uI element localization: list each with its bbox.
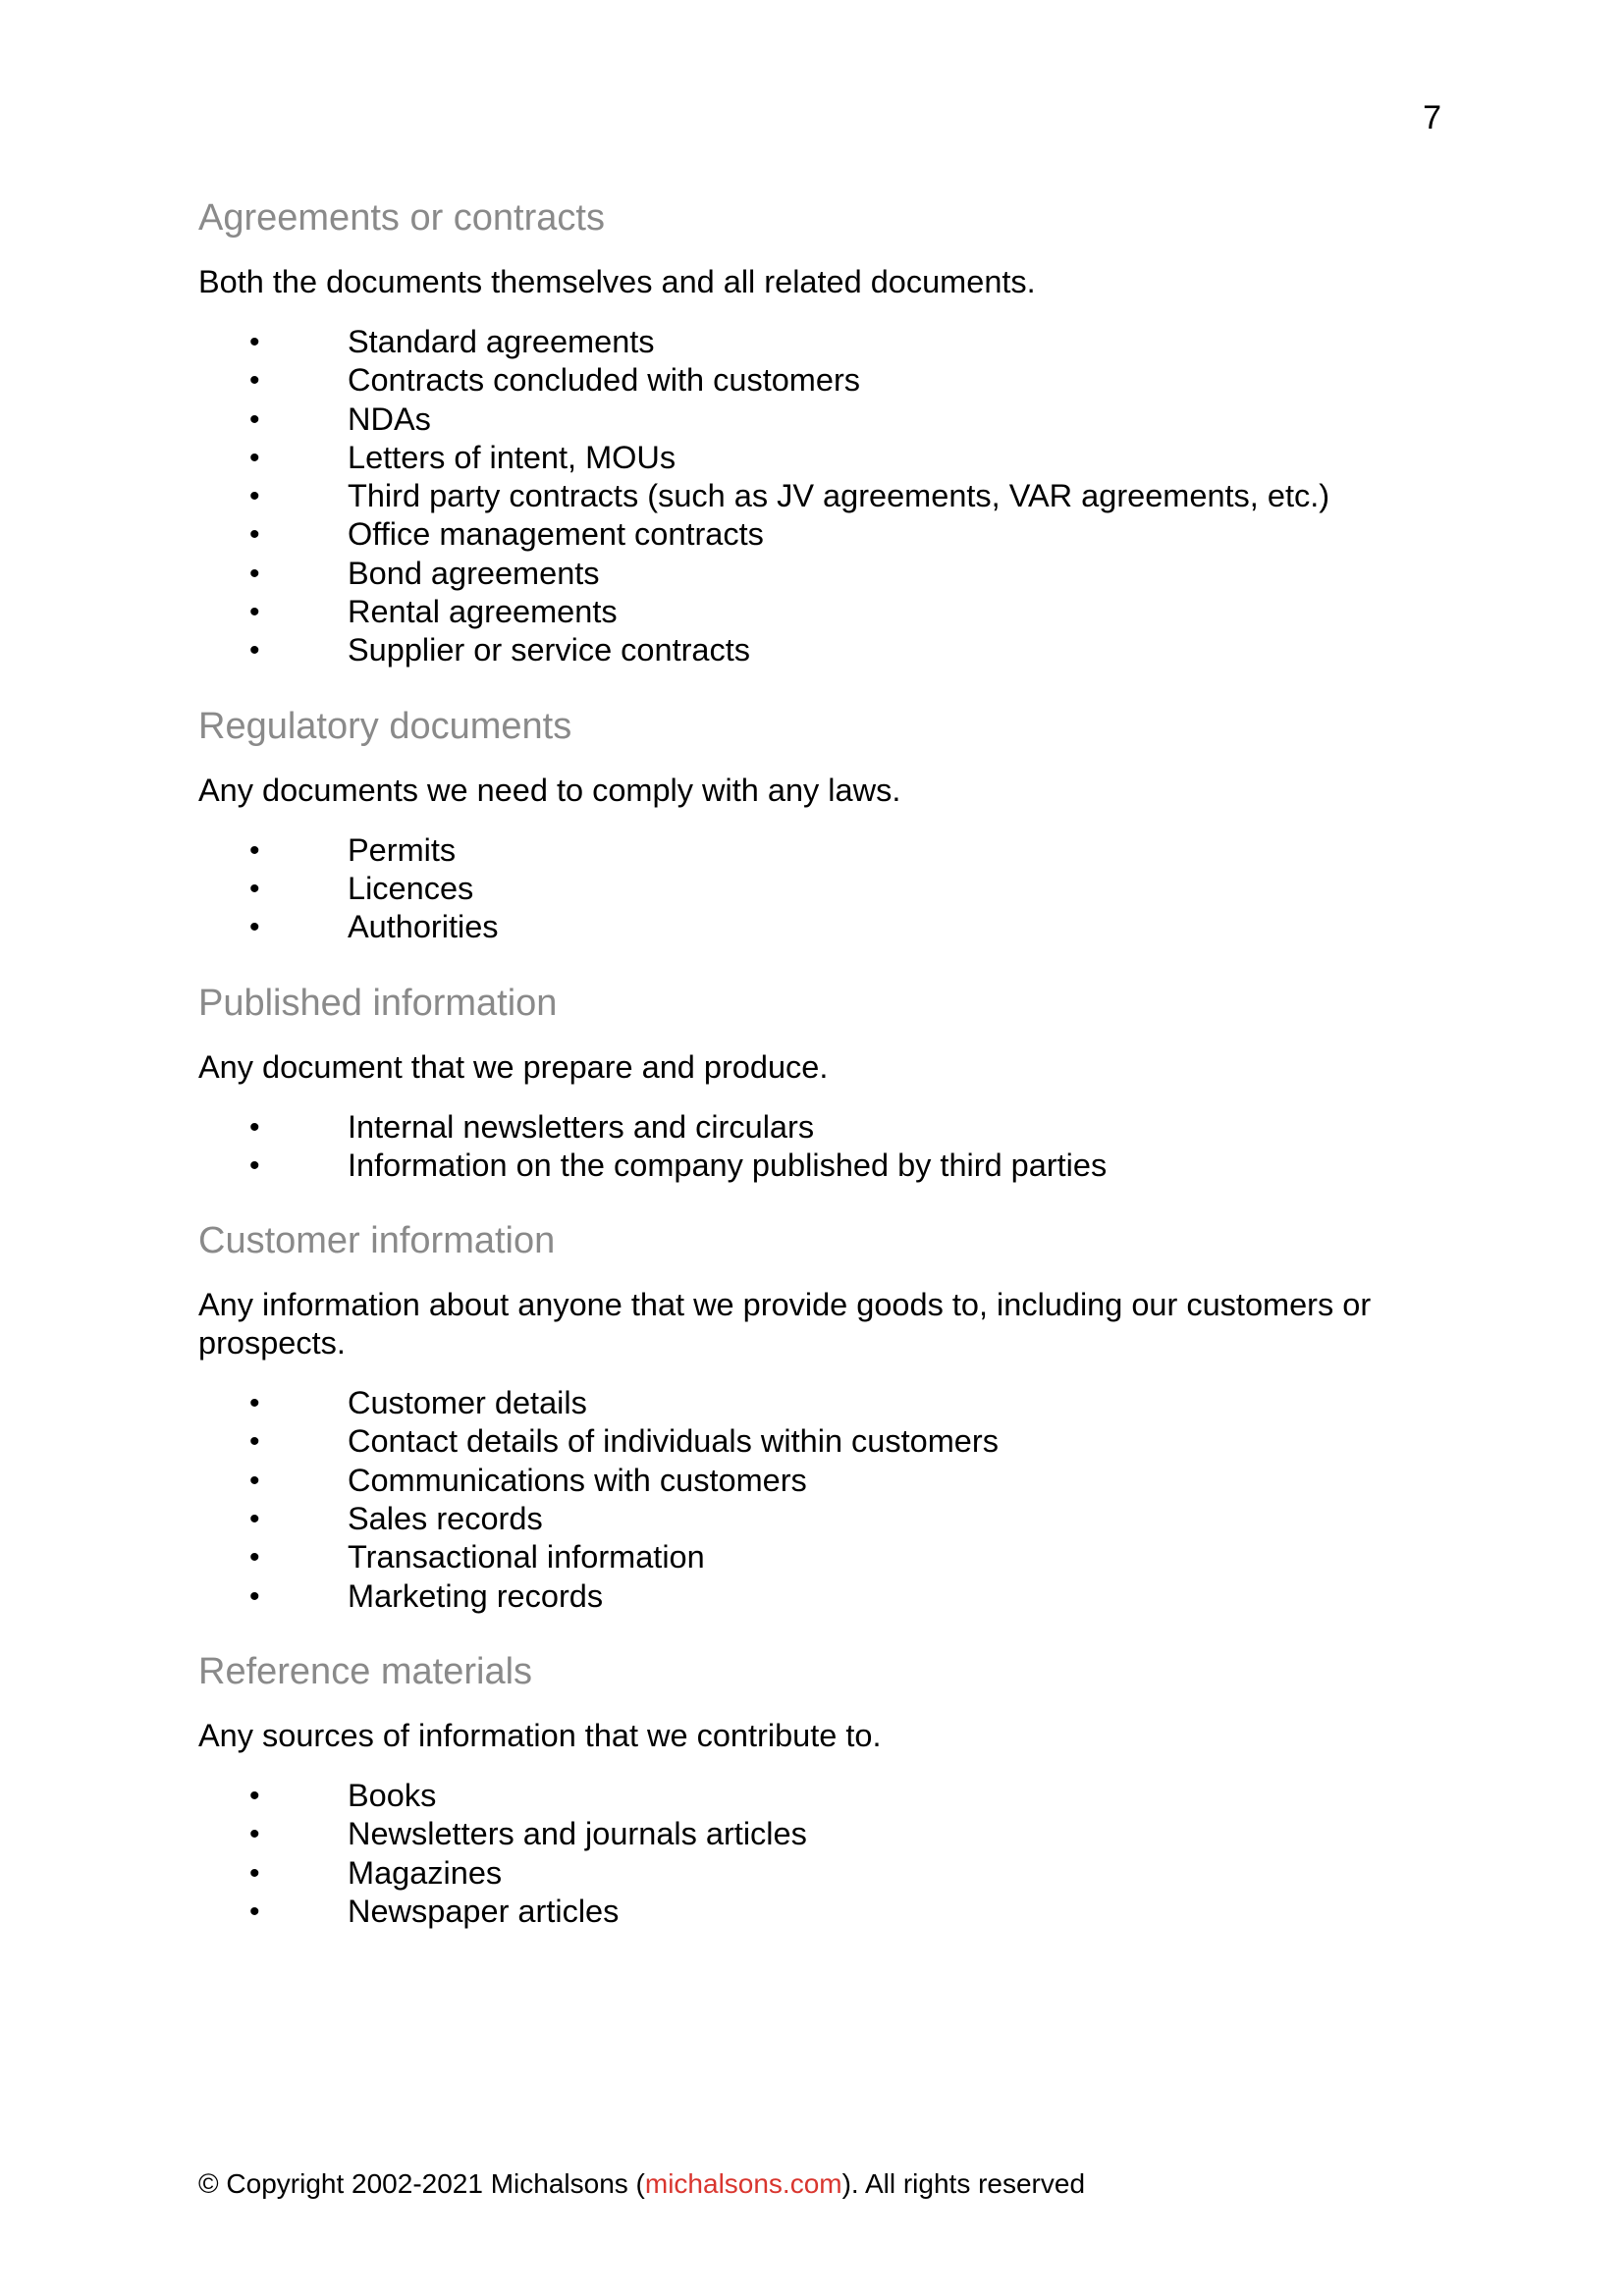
list-item [198,555,1445,593]
list-item-text: Authorities [348,909,499,945]
bullet-icon: • [249,596,260,629]
list-item-text: Contracts concluded with customers [348,362,861,399]
list-item-text: Books [348,1777,437,1813]
document-body [198,194,1445,1963]
page-number: 7 [1423,99,1441,136]
section-intro: Both the documents themselves and all related documents. [198,264,1036,299]
list-item-text: Third party contracts (such as JV agreements, VAR agreements, etc.) [348,478,1330,514]
list-item-text: Magazines [348,1854,503,1891]
list-item-text: Licences [348,870,474,906]
section-reference [198,1648,1445,1931]
bullet-icon: • [249,634,260,667]
list-item-text: Permits [348,831,457,868]
list-item-text: Communications with customers [348,1462,807,1498]
list-item-text: Information on the company published by third parties [348,1147,1108,1183]
list-item [198,1108,1445,1147]
list-item [198,515,1445,554]
section-published [198,980,1445,1186]
bullet-icon: • [249,1425,260,1459]
bullet-icon: • [249,1541,260,1575]
bullet-icon: • [249,1148,260,1182]
bullet-icon: • [249,1579,260,1613]
list-item-text: Supplier or service contracts [348,632,751,668]
list-item [198,439,1445,477]
section-heading: Published information [198,982,558,1024]
list-item [198,1147,1445,1185]
bullet-icon: • [249,1387,260,1420]
list-item [198,1815,1445,1853]
list-item-text: Letters of intent, MOUs [348,439,677,475]
section-heading: Customer information [198,1220,556,1262]
bullet-icon: • [249,1779,260,1812]
list-item-text: Standard agreements [348,324,655,359]
bullet-icon: • [249,402,260,436]
bullet-list [198,831,1445,947]
bullet-list [198,1777,1445,1931]
list-item-text: Marketing records [348,1577,604,1614]
list-item [198,1577,1445,1616]
bullet-list [198,323,1445,670]
list-item-text: Transactional information [348,1539,705,1575]
bullet-list [198,1384,1445,1616]
list-item-text: Newsletters and journals articles [348,1816,807,1852]
section-intro: Any information about anyone that we provide goods to, including our customers or prospects. [198,1287,1372,1362]
list-item [198,477,1445,515]
list-item-text: Bond agreements [348,555,600,591]
bullet-icon: • [249,1110,260,1144]
list-item [198,1854,1445,1893]
list-item [198,870,1445,908]
bullet-icon: • [249,480,260,513]
list-item [198,1538,1445,1576]
list-item [198,400,1445,439]
section-regulatory [198,703,1445,947]
list-item [198,323,1445,361]
list-item [198,1777,1445,1815]
list-item-text: Newspaper articles [348,1893,620,1929]
list-item-text: Sales records [348,1501,543,1537]
bullet-icon: • [249,911,260,944]
bullet-icon: • [249,326,260,358]
bullet-list [198,1108,1445,1186]
list-item-text: Internal newsletters and circulars [348,1108,815,1145]
footer-suffix: ). All rights reserved [841,2168,1086,2199]
list-item-text: NDAs [348,400,431,437]
section-intro: Any document that we prepare and produce. [198,1048,829,1085]
bullet-icon: • [249,364,260,398]
footer-prefix: © Copyright 2002-2021 Michalsons ( [198,2168,645,2199]
list-item-text: Rental agreements [348,594,618,630]
list-item [198,1462,1445,1500]
list-item [198,593,1445,631]
bullet-icon: • [249,518,260,552]
list-item [198,1384,1445,1422]
section-intro: Any documents we need to comply with any laws. [198,772,901,808]
bullet-icon: • [249,1818,260,1851]
copyright-footer [198,2167,1085,2201]
bullet-icon: • [249,833,260,867]
list-item [198,1500,1445,1538]
section-heading: Reference materials [198,1650,533,1692]
section-agreements [198,194,1445,670]
list-item [198,1893,1445,1931]
list-item [198,908,1445,946]
bullet-icon: • [249,1895,260,1928]
footer-link[interactable]: michalsons.com [644,2168,842,2199]
list-item [198,631,1445,669]
section-customer [198,1217,1445,1616]
bullet-icon: • [249,1503,260,1536]
bullet-icon: • [249,441,260,474]
list-item-text: Office management contracts [348,516,764,553]
list-item [198,831,1445,870]
list-item-text: Contact details of individuals within customers [348,1423,999,1460]
bullet-icon: • [249,1464,260,1497]
list-item [198,1422,1445,1461]
section-heading: Agreements or contracts [198,197,605,239]
list-item-text: Customer details [348,1385,587,1421]
bullet-icon: • [249,1856,260,1890]
bullet-icon: • [249,872,260,905]
list-item [198,361,1445,400]
section-heading: Regulatory documents [198,705,572,747]
section-intro: Any sources of information that we contribute to. [198,1717,882,1753]
bullet-icon: • [249,557,260,590]
